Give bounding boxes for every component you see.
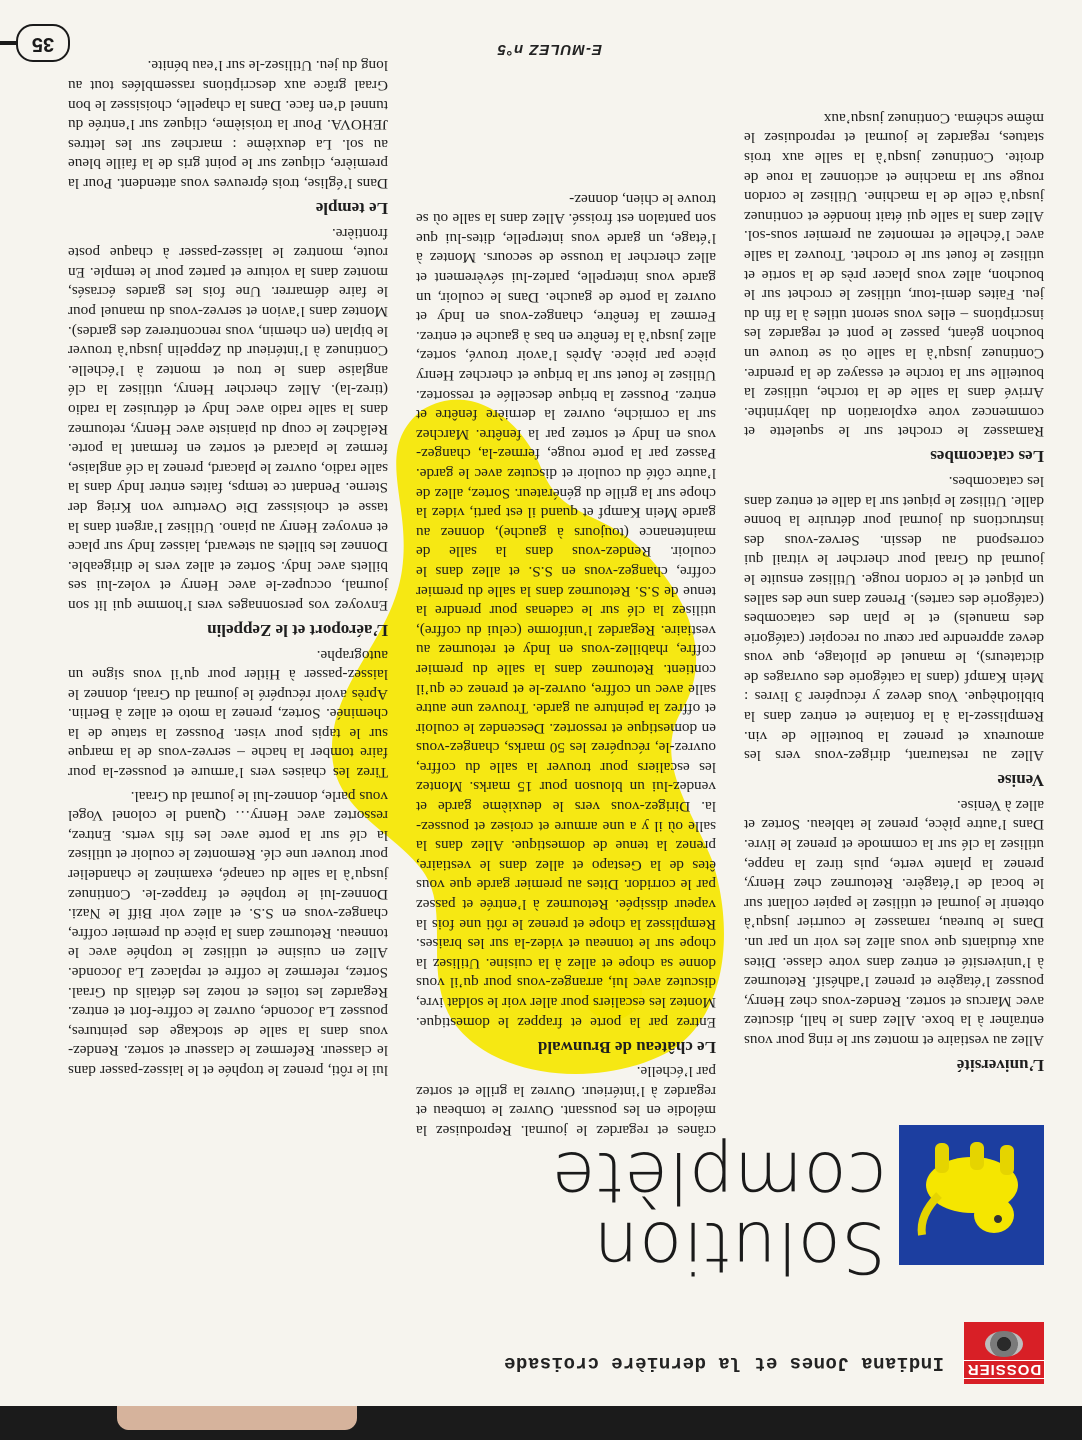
column-3 (68, 52, 388, 1080)
thumb (117, 1406, 357, 1430)
section-heading-universite: L’université (956, 1056, 1044, 1075)
section-heading-catacombes: Les catacombes (930, 447, 1044, 467)
scan-edge (0, 1406, 1082, 1440)
column-2 (416, 185, 716, 1140)
paragraph: Allez au vestiaire et montez sur le ring pour vous entraîner à la boxe. Allez dans le hall, discutez avec Marcus et sortez. Rendez-vous chez Henry, poussez l’étagère et prenez l’adhésif. Retournez à l’université et entrez dans votre classe. Dites aux étudiants que vous allez les voir un par un. Dans le bureau, ramassez le courrier jusqu’à obtenir le journal et utilisez le papier collant sur le bocal de l’étagère. Retournez chez Henry, prenez la plante verte, puis tirez la nappe, utilisez la clé sur la commode et prenez le livre. Dans l’autre pièce, prenez le tableau. Sortez et allez à Venise. (744, 796, 1044, 1049)
dossier-badge (964, 1322, 1044, 1384)
title-line-1: Solution (592, 1206, 886, 1288)
paragraph: Dans l’église, trois épreuves vous attendent. Pour la première, cliquez sur le point gris de la faille bleue au sol. La deuxième : marchez sur les lettres JEHOVA. Pour la troisième, cliquez sur l’entrée du tunnel d’en face. Dans la chapelle, choisissez le bon Graal grâce aux descriptions rassemblées tout au long du jeu. Utilisez-le sur l’eau bénite. (68, 57, 388, 193)
page-footer (0, 22, 1082, 62)
creature-icon (909, 1135, 1034, 1255)
dossier-badge-label: DOSSIER (963, 1360, 1046, 1379)
section-heading-aeroport: L’aéroport et le Zeppelin (207, 620, 388, 640)
paragraph: Envoyez vos personnages vers l’homme qui lit son journal, occupez-le avec Henry et volez-lui ses billets avec Indy. Sortez et allez vers le dirigeable. Donnez les billets au steward, laissez Indy sur place et envoyez Henry au piano. Utilisez l’argent dans la tasse et choisissez Die Overture von Krieg der Sterne. Pendant ce temps, faites entrer Indy dans la salle radio, ouvrez le placard, prenez la clé anglaise, fermez le placard et sortez en fermant la porte. Relâchez le coup du pianiste avec Henry, retournez dans la salle radio avec Indy et détruisez la radio (tirez-la). Allez chercher Henry, utilisez la clé anglaise dans le trou et montez à l’échelle. Continuez à l’intérieur du Zeppelin jusqu’à trouver le biplan (en chemin, vous rencontrerez des gardes). Montez dans l’avion et servez-vous du manuel pour le faire démarrer. Une fois les gardes écrasés, montez dans la voiture et partez pour le temple. En route, montrez le laissez-passer à chaque poste frontière. (68, 224, 388, 614)
header-title: Indiana Jones et la dernière croisade (503, 1352, 944, 1374)
page-title (551, 1136, 886, 1288)
title-line-2: complète (551, 1136, 886, 1218)
column-1 (744, 104, 1044, 1080)
page-number: 35 (16, 24, 70, 62)
magazine-issue: E-MULEZ n°5 (496, 41, 602, 58)
title-illustration (899, 1125, 1044, 1265)
disc-icon (985, 1331, 1023, 1357)
section-heading-venise: Venise (997, 771, 1044, 791)
section-heading-temple: Le temple (315, 199, 388, 219)
paragraph: lui le rôti, prenez le trophée et le laissez-passer dans le classeur. Refermez le classeur et sortez. Rendez-vous dans la salle de stockage des peintures, poussez La Joconde, ouvrez le coffre-fort et entrez. Regardez les toiles et notez les détails du Graal. Sortez, refermez le coffre et replacez La Joconde. Allez en cuisine et utilisez le trophée avec le tonneau. Retournez dans la pièce du premier coffre, changez-vous en S.S. et allez voir Biff le Nazi. Donnez-lui le trophée et frappez-le. Continuez jusqu’à la salle du canapé, examinez le chandelier pour trouver une clé. Remontez le couloir et utilisez la clé sur la porte avec les fils verts. Entrez, ressortez avec Henry… Quand le colonel Vogel vous parle, donnez-lui le journal du Graal. (68, 787, 388, 1079)
paragraph: crânes et regardez le journal. Reproduisez la mélodie en les poussant. Ouvrez le tombeau et regardez à l’intérieur. Ouvrez la grille et sortez par l’échelle. (416, 1063, 716, 1139)
paragraph: Tirez les chaises vers l’armure et poussez-la pour faire tomber la hache – servez-vous de la marque sur le tapis pour viser. Poussez la statue de la cheminée. Sortez, prenez la moto et allez à Berlin. Après avoir récupéré le journal du Graal, donnez le laissez-passer à Hitler pour qu’il vous signe un autographe. (68, 646, 388, 782)
paragraph: Entrez par la porte et frappez le domestique. Montez les escaliers pour aller voir le soldat ivre, discutez avec lui, arrangez-vous pour qu’il vous donne sa chope et allez à la cuisine. Utilisez la chope sur le tonneau et videz-la sur les braises. Remplissez la chope et prenez le rôti une fois la vapeur dissipée. Retournez à l’entrée et passez par le corridor. Dites au premier garde que vous êtes de la Gestapo et allez dans le vestiaire, prenez la tenue de domestique. Allez dans la salle où il y a une armure et croisez et poussez-la. Dirigez-vous vers le deuxième garde et vendez-lui un blouson pour 15 marks. Montez les escaliers pour trouver la salle du coffre, ouvrez-le, récupérez les 50 marks, changez-vous en domestique et ressortez. Descendez le couloir et offrez la peinture au garde. Trouvez une autre salle avec un coffre, ouvrez-le et prenez ce qu’il contient. Retournez dans la salle du premier coffre, rhabillez-vous en Indy et retournez au vestiaire. Regardez l’uniforme (celui du coffre), utilisez la clé sur le cadenas pour prendre la tenue de S.S. Retournez dans la salle du premier coffre, changez-vous en S.S. et allez dans le couloir. Rendez-vous dans la salle de maintenance (toujours à gauche), donnez au garde Mein Kampf et quand il est parti, videz la chope sur la grille du générateur. Sortez, allez de l’autre côté du couloir et discutez avec le garde. Passez par la porte rouge, fermez-la, changez-vous en Indy et sortez par la fenêtre. Marchez sur la corniche, ouvrez la dernière fenêtre et entrez. Poussez la brique descellée et ressortez. Utilisez le fouet sur la brique et cherchez Henry pièce par pièce. Après l’avoir trouvé, sortez, allez jusqu’à la fenêtre en bas à gauche et entrez. Fermez la fenêtre, changez-vous en Indy et ouvrez la porte de gauche. Dans le couloir, un garde vous interpelle, parlez-lui sévèrement et allez chercher la trousse de secours. Montez à l’étage, un garde vous interpelle, dites-lui que son pantalon est froissé. Allez dans la salle où se trouve le chien, donnez- (416, 190, 716, 1031)
paragraph: Ramassez le crochet sur le squelette et commencez votre exploration du labyrinthe. Arrivé dans la salle de la torche, utilisez la bouteille sur la torche et essayez de la prendre. Continuez jusqu’à la salle où se trouve un bouchon géant, passez le pont et regardez les inscriptions – elles vous seront utiles à la fin du jeu. Faites demi-tour, utilisez le crochet sur le bouchon, allez vous placer près de la sortie et utilisez le fouet sur le crochet. Trouvez la salle avec l’échelle et remontez au premier sous-sol. Allez dans la salle qui était inondée et continuez jusqu’à celle de la machine. Utilisez le cordon rouge sur la machine et actionnez la roue de droite. Continuez jusqu’à la salle aux trois statues, regardez le journal et reproduisez le même schéma. Continuez jusqu’aux (744, 109, 1044, 441)
paragraph: Allez au restaurant, dirigez-vous vers les amoureux et prenez la bouteille de vin. Remplissez-la à la fontaine et entrez dans la bibliothèque. Vous devez y récupérer 3 livres : Mein Kampf (dans la catégorie des ouvrages de dictateurs), le manuel de pilotage, que vous devez apprendre par cœur ou recopier (catégorie des manuels) et le plan des catacombes (catégorie des cartes). Prenez dans une des salles un piquet et le cordon rouge. Utilisez ensuite le journal du Graal pour chercher le vitrail qui correspond au dessin. Servez-vous des instructions du journal pour détruire la bonne dalle. Utilisez le piquet sur la dalle et entrez dans les catacombes. (744, 472, 1044, 765)
section-heading-brunwald: Le château de Brunwald (537, 1037, 716, 1057)
page-header (29, 1322, 1044, 1384)
